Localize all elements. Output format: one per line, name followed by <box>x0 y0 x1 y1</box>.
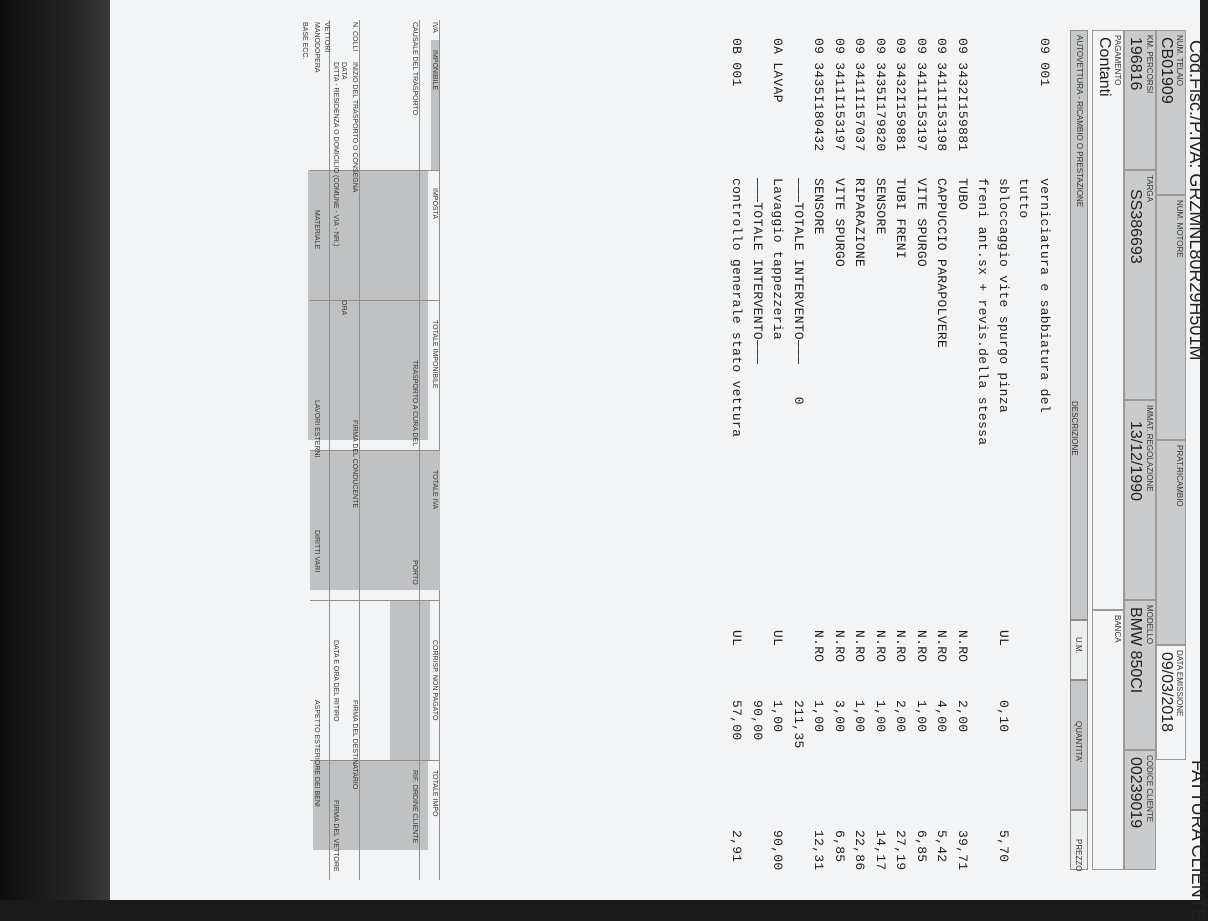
line-quantity: 1,00 <box>914 700 929 733</box>
line-um: N.RO <box>811 630 827 663</box>
line-code: 09 3411I157037 <box>852 38 868 152</box>
line-um: N.RO <box>832 630 847 663</box>
modello-cell <box>1124 600 1156 750</box>
rif-ordine-label: RIF. ORDINE CLIENTE <box>411 770 418 844</box>
descrizione-label: DESCRIZIONE <box>1070 401 1079 456</box>
dark-table-edge <box>0 0 110 900</box>
line-code: 09 001 <box>1037 38 1052 87</box>
line-description: tutto <box>1016 178 1032 219</box>
line-code: 09 3411I153198 <box>934 38 950 152</box>
line-code: 0A LAVAP <box>770 38 786 103</box>
tax-code-line: Cod.Fisc./P.IVA: GRZMNL80R29H501M <box>1186 40 1206 361</box>
banca-cell <box>1092 610 1124 870</box>
data-emissione-label: DATA EMISSIONE <box>1175 650 1184 717</box>
line-quantity: 4,00 <box>934 700 950 733</box>
banca-label: BANCA <box>1113 615 1122 643</box>
line-price: 14,17 <box>873 830 888 871</box>
line-um: N.RO <box>852 630 868 663</box>
line-code: 0B 001 <box>729 38 745 87</box>
materiale-label: MATERIALE <box>313 210 320 250</box>
base-ecc-label: BASE ECC. <box>301 22 308 60</box>
targa-value: SS386693 <box>1127 189 1144 264</box>
line-description: Lavaggio tappezzeria <box>770 178 786 341</box>
immatricolazione-value: 13/12/1990 <box>1127 421 1144 502</box>
porto-label: PORTO <box>411 560 418 585</box>
quantita-label: QUANTITA' <box>1074 721 1083 763</box>
table-header-quantita <box>1070 680 1088 810</box>
telaio-cell <box>1156 30 1186 195</box>
imponibile-label: IMPONIBILE <box>431 50 438 91</box>
line-description: sbloccaggio vite spurgo pinza <box>996 178 1011 413</box>
line-code: 09 3411I153197 <box>914 38 929 152</box>
line-description: ———TOTALE INTERVENTO——— <box>750 178 765 365</box>
lavori-esterni-label: LAVORI ESTERNI <box>313 400 320 458</box>
imposta-label: IMPOSTA <box>431 188 438 219</box>
line-description: TUBO <box>955 178 970 211</box>
line-price: 6,85 <box>914 830 929 863</box>
data-emissione-value: 09/03/2018 <box>1158 652 1175 733</box>
line-description: controllo generale stato vettura <box>729 178 745 438</box>
vettori-label: VETTORI <box>323 22 330 53</box>
line-quantity: 0,10 <box>996 700 1011 733</box>
pratica-cell <box>1156 440 1186 645</box>
line-quantity: 2,00 <box>893 700 909 733</box>
line-description: SENSORE <box>811 178 827 235</box>
motore-cell <box>1156 195 1186 440</box>
codice-cliente-label: CODICE CLIENTE <box>1145 755 1154 823</box>
data-label: DATA <box>340 62 347 80</box>
line-description: TUBI FRENI <box>893 178 909 260</box>
line-price: 5,70 <box>996 830 1011 863</box>
codice-cliente-value: 00239019 <box>1127 757 1144 829</box>
pagamento-value: Contanti <box>1096 37 1113 97</box>
line-quantity: 1,00 <box>770 700 786 733</box>
line-um: N.RO <box>955 630 970 663</box>
table-header-description <box>1070 30 1088 620</box>
firma-destinatario-label: FIRMA DEL DESTINATARIO <box>351 700 358 790</box>
line-price: 2,91 <box>729 830 745 863</box>
telaio-label: NUM. TELAIO <box>1175 35 1184 86</box>
km-value: 196816 <box>1127 37 1144 91</box>
line-quantity: 57,00 <box>729 700 745 741</box>
table-header-um <box>1070 620 1088 680</box>
line-code: 09 3411I153197 <box>832 38 847 152</box>
km-label: KM. PERCORSI <box>1145 35 1154 94</box>
data-ora-ritiro-label: DATA E ORA DEL RITIRO <box>332 640 339 722</box>
totale-impo-label: TOTALE IMPO <box>431 770 438 817</box>
line-quantity: 90,00 <box>750 700 765 741</box>
line-price: 22,86 <box>852 830 868 871</box>
descr-group-label: AUTOVETTURA - RICAMBIO O PRESTAZIONE <box>1075 35 1084 208</box>
immatricolazione-cell <box>1124 400 1156 600</box>
pagamento-label: PAGAMENTO <box>1113 35 1122 86</box>
firma-conducente-label: FIRMA DEL CONDUCENTE <box>351 420 358 509</box>
line-quantity: 1,00 <box>811 700 827 733</box>
ditta-label: DITTA - RESIDENZA O DOMICILIO (COMUNE - VIA - NR.) <box>332 62 339 247</box>
line-description: verniciatura e sabbiatura del <box>1037 178 1052 413</box>
targa-cell <box>1124 170 1156 400</box>
line-description: RIPARAZIONE <box>852 178 868 268</box>
line-um: N.RO <box>934 630 950 663</box>
table-header-prezzo <box>1070 810 1088 870</box>
line-code: 09 3435I180432 <box>811 38 827 152</box>
corrisp-label: CORRISP. NON PAGATO <box>431 640 438 721</box>
aspetto-label: ASPETTO ESTERIORE DEI BENI <box>313 700 320 807</box>
line-price: 39,71 <box>955 830 970 871</box>
um-label: U.M. <box>1074 637 1083 654</box>
document-type: FATTURA CLIENTE <box>1188 760 1208 921</box>
telaio-value: CB01909 <box>1158 37 1175 104</box>
km-cell <box>1124 30 1156 170</box>
line-um: UL <box>996 630 1011 647</box>
line-price: 90,00 <box>770 830 786 871</box>
totale-iva-label: TOTALE IVA <box>431 470 438 510</box>
immatricolazione-label: IMMAT. REGOLAZIONE <box>1145 405 1154 492</box>
modello-label: MODELLO <box>1145 605 1154 645</box>
trasporto-cura-label: TRASPORTO A CURA DEL <box>411 360 418 447</box>
causale-label: CAUSALE DEL TRASPORTO <box>411 22 418 116</box>
line-price: 12,31 <box>811 830 827 871</box>
modello-value: BMW 850CI <box>1127 607 1144 694</box>
line-description: SENSORE <box>873 178 888 235</box>
line-price: 5,42 <box>934 830 950 863</box>
line-code: 09 3435I179820 <box>873 38 888 152</box>
data-emissione-cell <box>1156 645 1186 760</box>
line-description: ———TOTALE INTERVENTO——— 0 <box>791 178 806 405</box>
line-quantity: 211,35 <box>791 700 806 749</box>
line-um: N.RO <box>873 630 888 663</box>
n-colli-label: N. COLLI <box>351 22 358 52</box>
invoice-document <box>110 0 1208 921</box>
line-description: freni ant.sx + revis.della stessa <box>975 178 991 446</box>
prezzo-label: PREZZO <box>1074 839 1083 872</box>
pratica-label: PRAT.RICAMBIO <box>1175 445 1184 507</box>
firma-vettore-label: FIRMA DEL VETTORE <box>332 800 339 872</box>
targa-label: TARGA <box>1145 175 1154 202</box>
totale-imponibile-label: TOTALE IMPONIBILE <box>431 320 438 389</box>
line-description: VITE SPURGO <box>914 178 929 268</box>
manodopera-label: MANODOPERA <box>313 22 320 73</box>
line-quantity: 1,00 <box>852 700 868 733</box>
line-description: VITE SPURGO <box>832 178 847 268</box>
inizio-trasporto-label: INIZIO DEL TRASPORTO O CONSEGNA <box>351 62 358 193</box>
line-quantity: 2,00 <box>955 700 970 733</box>
ora-label: ORA <box>340 300 347 316</box>
line-um: UL <box>770 630 786 647</box>
iva-label: IVA <box>431 22 438 33</box>
line-um: N.RO <box>893 630 909 663</box>
line-code: 09 3432I159881 <box>955 38 970 152</box>
diritti-vari-label: DIRITTI VARI <box>313 530 320 573</box>
line-code: 09 3432I159881 <box>893 38 909 152</box>
line-quantity: 3,00 <box>832 700 847 733</box>
line-description: CAPPUCCIO PARAPOLVERE <box>934 178 950 349</box>
pagamento-cell <box>1092 30 1124 610</box>
line-price: 6,85 <box>832 830 847 863</box>
codice-cliente-cell <box>1124 750 1156 870</box>
motore-label: NUM. MOTORE <box>1175 200 1184 258</box>
line-um: N.RO <box>914 630 929 663</box>
line-price: 27,19 <box>893 830 909 871</box>
line-quantity: 1,00 <box>873 700 888 733</box>
line-um: UL <box>729 630 745 647</box>
